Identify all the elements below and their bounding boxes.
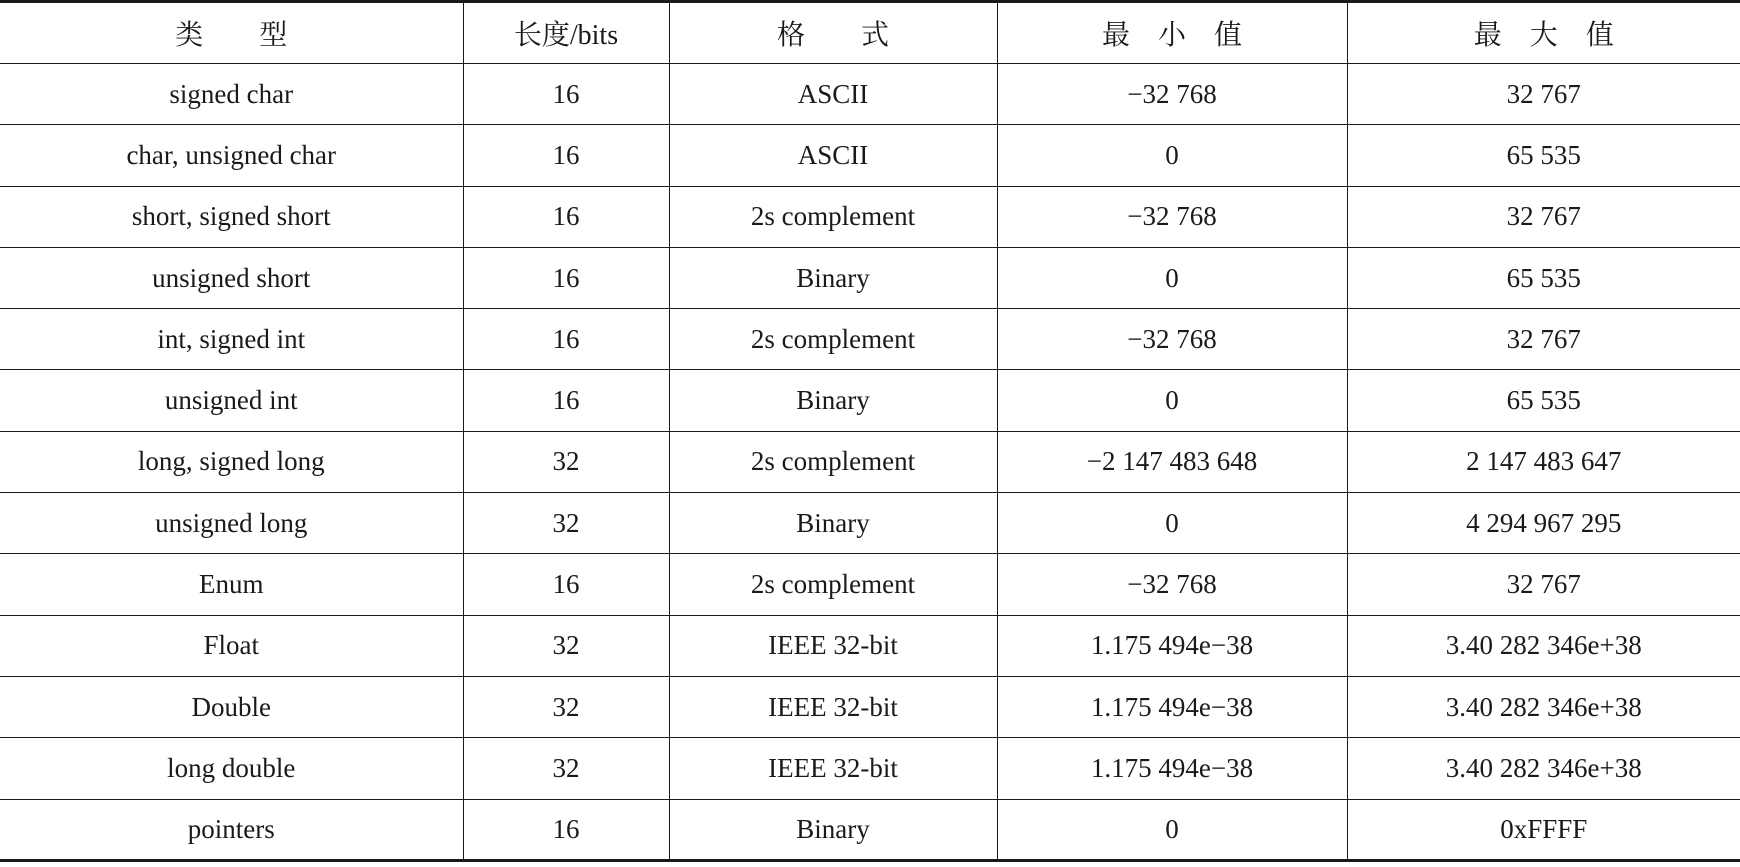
header-length-bits: 长度/bits [463, 2, 669, 64]
table-row [0, 247, 1740, 308]
cell-min: 1.175 494e−38 [997, 676, 1347, 737]
cell-type: signed char [0, 64, 463, 125]
cell-max: 65 535 [1347, 370, 1740, 431]
table-row [0, 554, 1740, 615]
cell-max: 0xFFFF [1347, 799, 1740, 860]
cell-length: 16 [463, 64, 669, 125]
table-row [0, 493, 1740, 554]
cell-type: long double [0, 738, 463, 799]
cell-max: 4 294 967 295 [1347, 493, 1740, 554]
header-min-value: 最 小 值 [997, 2, 1347, 64]
cell-format: ASCII [669, 125, 997, 186]
cell-length: 32 [463, 431, 669, 492]
cell-length: 16 [463, 247, 669, 308]
cell-min: 0 [997, 493, 1347, 554]
cell-format: Binary [669, 493, 997, 554]
cell-min: −32 768 [997, 309, 1347, 370]
table-header-row [0, 2, 1740, 64]
cell-max: 32 767 [1347, 64, 1740, 125]
cell-length: 16 [463, 125, 669, 186]
cell-length: 16 [463, 370, 669, 431]
cell-max: 65 535 [1347, 247, 1740, 308]
cell-type: unsigned short [0, 247, 463, 308]
cell-min: −32 768 [997, 186, 1347, 247]
cell-max: 3.40 282 346e+38 [1347, 676, 1740, 737]
cell-min: 1.175 494e−38 [997, 738, 1347, 799]
cell-min: −2 147 483 648 [997, 431, 1347, 492]
cell-format: IEEE 32-bit [669, 676, 997, 737]
cell-max: 32 767 [1347, 186, 1740, 247]
cell-format: 2s complement [669, 554, 997, 615]
table-row [0, 799, 1740, 860]
cell-type: unsigned long [0, 493, 463, 554]
cell-length: 16 [463, 309, 669, 370]
header-max-value: 最 大 值 [1347, 2, 1740, 64]
cell-format: Binary [669, 247, 997, 308]
cell-format: IEEE 32-bit [669, 615, 997, 676]
table-body [0, 64, 1740, 861]
cell-length: 32 [463, 493, 669, 554]
cell-format: ASCII [669, 64, 997, 125]
cell-type: Float [0, 615, 463, 676]
cell-length: 32 [463, 738, 669, 799]
header-type: 类 型 [0, 2, 463, 64]
cell-length: 32 [463, 615, 669, 676]
cell-min: 0 [997, 125, 1347, 186]
cell-min: 0 [997, 370, 1347, 431]
table-row [0, 64, 1740, 125]
cell-format: Binary [669, 370, 997, 431]
cell-max: 32 767 [1347, 309, 1740, 370]
cell-min: −32 768 [997, 64, 1347, 125]
cell-format: 2s complement [669, 309, 997, 370]
cell-format: 2s complement [669, 431, 997, 492]
cell-max: 3.40 282 346e+38 [1347, 738, 1740, 799]
cell-length: 16 [463, 554, 669, 615]
cell-max: 2 147 483 647 [1347, 431, 1740, 492]
header-format: 格 式 [669, 2, 997, 64]
table-row [0, 738, 1740, 799]
table-row [0, 309, 1740, 370]
cell-type: short, signed short [0, 186, 463, 247]
cell-max: 32 767 [1347, 554, 1740, 615]
table-row [0, 370, 1740, 431]
cell-type: pointers [0, 799, 463, 860]
cell-min: 0 [997, 247, 1347, 308]
cell-max: 65 535 [1347, 125, 1740, 186]
cell-min: 0 [997, 799, 1347, 860]
table-row [0, 615, 1740, 676]
cell-length: 16 [463, 186, 669, 247]
table-row [0, 125, 1740, 186]
cell-type: Double [0, 676, 463, 737]
cell-format: IEEE 32-bit [669, 738, 997, 799]
cell-type: unsigned int [0, 370, 463, 431]
table-row [0, 676, 1740, 737]
cell-length: 32 [463, 676, 669, 737]
cell-min: 1.175 494e−38 [997, 615, 1347, 676]
cell-type: char, unsigned char [0, 125, 463, 186]
cell-type: long, signed long [0, 431, 463, 492]
cell-type: Enum [0, 554, 463, 615]
cell-type: int, signed int [0, 309, 463, 370]
cell-format: Binary [669, 799, 997, 860]
table-row [0, 186, 1740, 247]
cell-length: 16 [463, 799, 669, 860]
table-row [0, 431, 1740, 492]
cell-format: 2s complement [669, 186, 997, 247]
cell-max: 3.40 282 346e+38 [1347, 615, 1740, 676]
cell-min: −32 768 [997, 554, 1347, 615]
